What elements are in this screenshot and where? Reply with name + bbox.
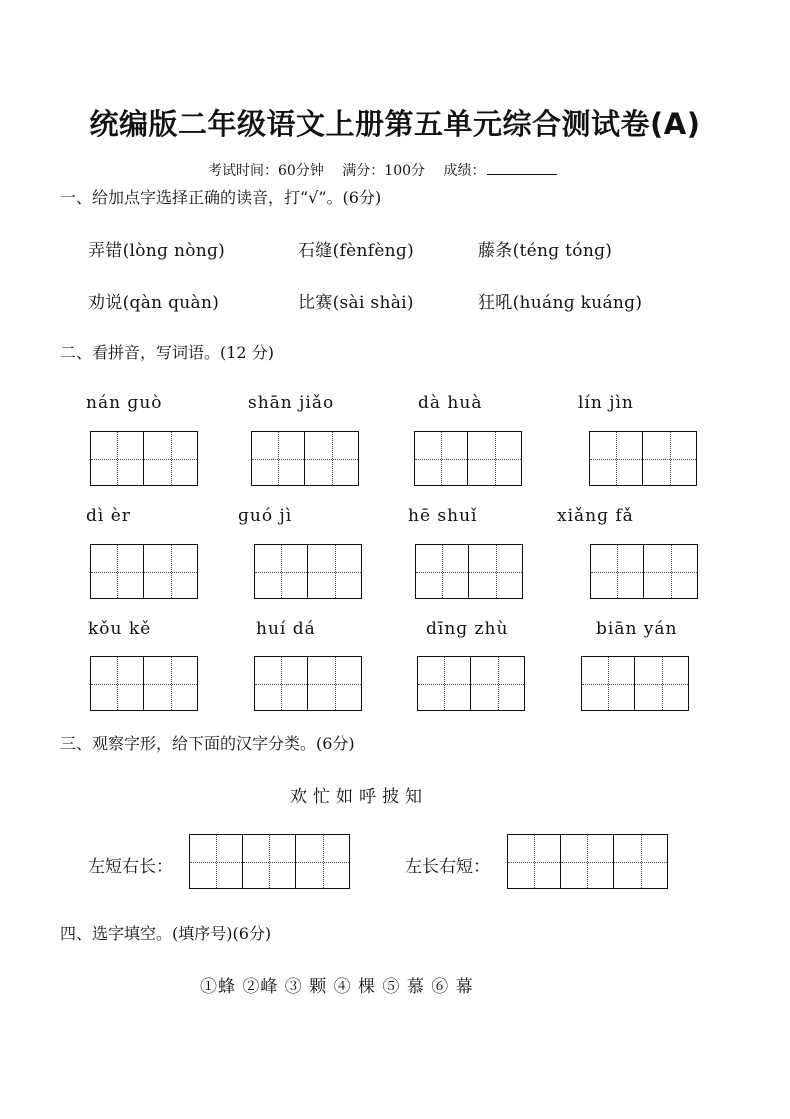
pinyin-label: dīnɡ zhù xyxy=(426,619,509,639)
score-blank xyxy=(487,162,557,175)
pinyin-label: ɡuó jì xyxy=(238,506,293,526)
pronunciation-item: 弄错(lònɡ nònɡ) xyxy=(88,241,226,261)
section-4-heading: 四、选字填空。(填序号)(6分) xyxy=(60,924,272,943)
writing-grid[interactable] xyxy=(417,656,525,711)
pinyin-label: biān yán xyxy=(596,619,678,639)
pronunciation-item: 劝说(qàn quàn) xyxy=(88,293,220,313)
section-3-heading: 三、观察字形，给下面的汉字分类。(6分) xyxy=(60,734,355,753)
pinyin-label: nán ɡuò xyxy=(86,393,163,413)
writing-grid[interactable] xyxy=(415,544,523,599)
writing-grid[interactable] xyxy=(589,431,697,486)
pronunciation-item: 石缝(fènfènɡ) xyxy=(298,241,415,261)
pinyin-label: hē shuǐ xyxy=(408,506,478,526)
section-2-heading: 二、看拼音，写词语。(12 分) xyxy=(60,343,274,362)
pronunciation-item: 比赛(sài shài) xyxy=(298,293,414,313)
classify-characters: 欢忙如呼披知 xyxy=(290,787,428,807)
writing-grid[interactable] xyxy=(581,656,689,711)
page-title: 统编版二年级语文上册第五单元综合测试卷(A) xyxy=(89,107,701,141)
full-score: 满分：100分 xyxy=(342,163,426,179)
pronunciation-item: 狂吼(huánɡ kuánɡ) xyxy=(478,293,643,313)
left-short-right-long-label: 左短右长： xyxy=(88,857,173,877)
pinyin-label: xiǎnɡ fǎ xyxy=(557,506,634,526)
left-long-right-short-label: 左长右短： xyxy=(405,857,490,877)
pinyin-label: dì èr xyxy=(86,506,131,526)
pinyin-label: kǒu kě xyxy=(88,619,152,639)
exam-meta xyxy=(208,160,557,180)
classify-grid-right[interactable] xyxy=(507,834,668,889)
writing-grid[interactable] xyxy=(90,431,198,486)
pinyin-label: dà huà xyxy=(418,393,483,413)
pinyin-label: shān jiǎo xyxy=(248,393,335,413)
pronunciation-item: 藤条(ténɡ tónɡ) xyxy=(478,241,613,261)
exam-time: 考试时间：60分钟 xyxy=(208,163,324,179)
fill-options: ①蜂 ②峰 ③ 颗 ④ 棵 ⑤ 慕 ⑥ 幕 xyxy=(200,977,474,997)
writing-grid[interactable] xyxy=(254,544,362,599)
section-1-heading: 一、给加点字选择正确的读音，打“√”。(6分) xyxy=(60,188,382,207)
writing-grid[interactable] xyxy=(90,544,198,599)
score-label: 成绩： xyxy=(443,163,486,179)
classify-grid-left[interactable] xyxy=(189,834,350,889)
writing-grid[interactable] xyxy=(251,431,359,486)
writing-grid[interactable] xyxy=(254,656,362,711)
pinyin-label: lín jìn xyxy=(578,393,634,413)
writing-grid[interactable] xyxy=(590,544,698,599)
writing-grid[interactable] xyxy=(414,431,522,486)
writing-grid[interactable] xyxy=(90,656,198,711)
pinyin-label: huí dá xyxy=(256,619,316,639)
